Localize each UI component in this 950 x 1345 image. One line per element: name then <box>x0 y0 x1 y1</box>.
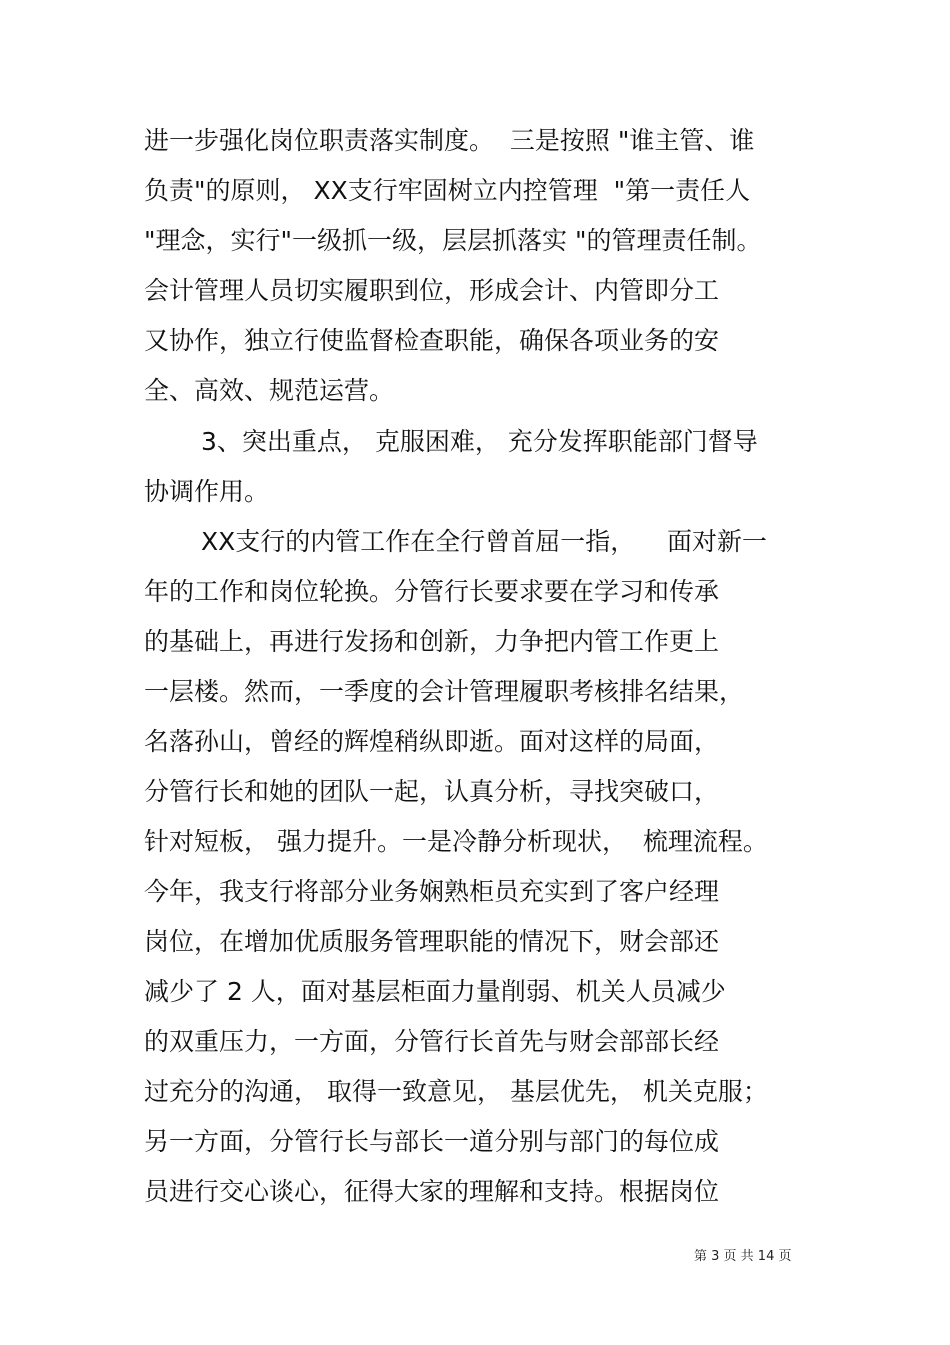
body-text-line: 负责"的原则， XX支行牢固树立内控管理 "第一责任人 <box>144 176 751 205</box>
body-text-line: 名落孙山，曾经的辉煌稍纵即逝。面对这样的局面， <box>144 727 720 756</box>
body-text-line: 一层楼。然而，一季度的会计管理履职考核排名结果， <box>144 677 745 706</box>
body-text-line: 年的工作和岗位轮换。分管行长要求要在学习和传承 <box>144 577 720 606</box>
body-text-line: 的双重压力，一方面，分管行长首先与财会部部长经 <box>144 1027 720 1056</box>
body-text-line: 过充分的沟通， 取得一致意见， 基层优先， 机关克服； <box>144 1077 768 1106</box>
body-text-line: 分管行长和她的团队一起，认真分析，寻找突破口， <box>144 777 720 806</box>
body-text-line: 全、高效、规范运营。 <box>144 376 395 405</box>
body-text-line: 会计管理人员切实履职到位，形成会计、内管即分工 <box>144 276 720 305</box>
body-text-line: 针对短板， 强力提升。一是冷静分析现状， 梳理流程。 <box>144 827 768 856</box>
body-text-line: 协调作用。 <box>144 477 270 506</box>
body-text-line: 进一步强化岗位职责落实制度。 三是按照 "谁主管、谁 <box>144 126 755 155</box>
body-text-line: 今年，我支行将部分业务娴熟柜员充实到了客户经理 <box>144 877 720 906</box>
section-heading: 3、突出重点， 克服困难， 充分发挥职能部门督导 <box>201 427 758 456</box>
body-text-line: 的基础上，再进行发扬和创新，力争把内管工作更上 <box>144 627 720 656</box>
body-text-line: 员进行交心谈心，征得大家的理解和支持。根据岗位 <box>144 1177 720 1206</box>
page-number-footer: 第 3 页 共 14 页 <box>694 1249 792 1264</box>
body-text-line: 又协作，独立行使监督检查职能，确保各项业务的安 <box>144 326 720 355</box>
body-text-line: 岗位，在增加优质服务管理职能的情况下，财会部还 <box>144 927 720 956</box>
paragraph-start-line: XX支行的内管工作在全行曾首屈一指， 面对新一 <box>201 527 768 556</box>
body-text-line: 另一方面，分管行长与部长一道分别与部门的每位成 <box>144 1127 720 1156</box>
body-text-line: 减少了 2 人，面对基层柜面力量削弱、机关人员减少 <box>144 977 726 1006</box>
body-text-line: "理念，实行"一级抓一级，层层抓落实 "的管理责任制。 <box>144 226 762 255</box>
